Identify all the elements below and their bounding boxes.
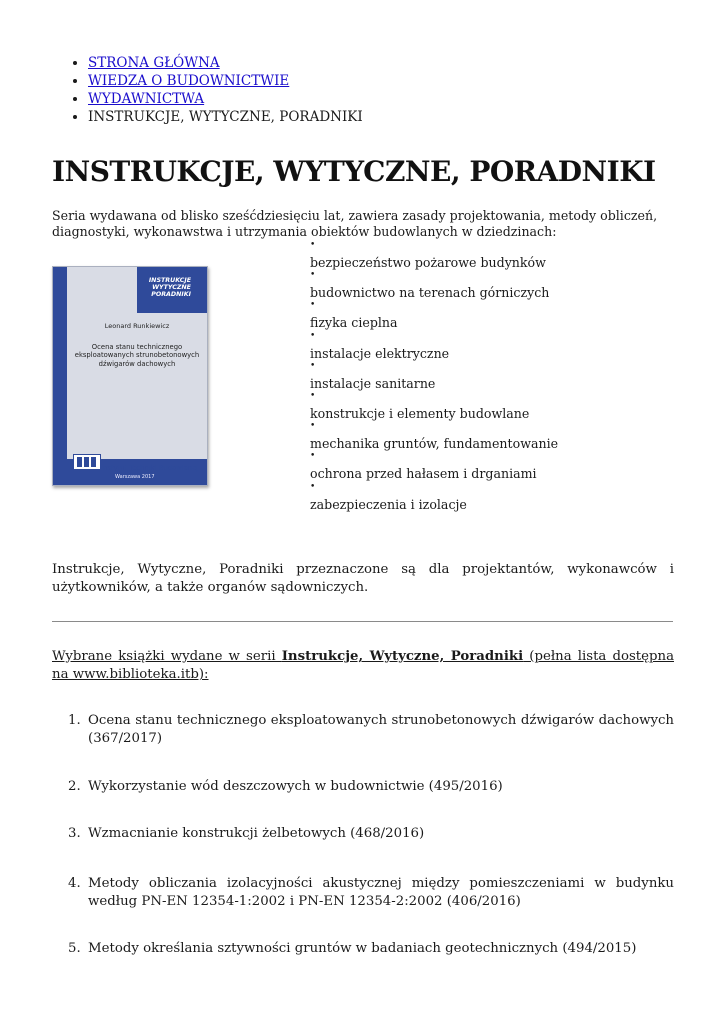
domain-label: instalacje sanitarne bbox=[310, 375, 436, 391]
cover-spine-bar bbox=[53, 267, 67, 485]
item-number: 1. bbox=[68, 713, 81, 728]
list-item bbox=[68, 778, 674, 796]
breadcrumb-link-home[interactable]: STRONA GŁÓWNA bbox=[88, 55, 220, 71]
selected-books-heading bbox=[52, 648, 674, 684]
bullet: • bbox=[310, 240, 316, 250]
intro-text: Seria wydawana od blisko sześćdziesięciu lat, zawiera zasady projektowania, metody obliczeń, diagnostyki, wykonawstwa i utrzymania obiektów budowlanych w dziedzinach: bbox=[52, 208, 658, 239]
item-number: 2. bbox=[68, 779, 81, 794]
list-item bbox=[68, 875, 674, 911]
breadcrumb-item-home bbox=[88, 54, 363, 72]
page-title: INSTRUKCJE, WYTYCZNE, PORADNIKI bbox=[52, 155, 656, 188]
selected-prefix: Wybrane książki wydane w serii bbox=[52, 649, 282, 664]
domain-label: instalacje elektryczne bbox=[310, 345, 450, 361]
bullet: • bbox=[310, 360, 316, 371]
divider bbox=[52, 621, 673, 622]
cover-author: Leonard Runkiewicz bbox=[104, 322, 170, 330]
breadcrumb-item-publications bbox=[88, 90, 363, 108]
bullet: • bbox=[310, 390, 316, 401]
item-number: 5. bbox=[68, 941, 81, 956]
cover-series-line: INSTRUKCJE bbox=[148, 277, 191, 284]
selected-suffix: (pełna lista dostępna na www.biblioteka.itb): bbox=[52, 649, 674, 682]
bullet: • bbox=[310, 451, 316, 462]
domain-label: mechanika gruntów, fundamentowanie bbox=[310, 436, 559, 452]
breadcrumb-item-knowledge bbox=[88, 72, 363, 90]
logo-bar bbox=[77, 457, 82, 467]
bullet: • bbox=[310, 481, 316, 492]
cover-publisher: Instytut Techniki Budowlanej bbox=[101, 464, 199, 472]
domain-label: ochrona przed hałasem i drganiami bbox=[310, 466, 537, 482]
series-name: Instrukcje, Wytyczne, Poradniki bbox=[281, 649, 524, 664]
audience-text: Instrukcje, Wytyczne, Poradniki przeznaczone są dla projektantów, wykonawców i użytkowników, a także organów sądowniczych. bbox=[52, 562, 674, 595]
cover-series-line: WYTYCZNE bbox=[152, 284, 191, 292]
book-title: Wykorzystanie wód deszczowych w budownictwie (495/2016) bbox=[88, 779, 503, 794]
book-title: Metody określania sztywności gruntów w badaniach geotechnicznych (494/2015) bbox=[88, 941, 637, 956]
bullet: • bbox=[310, 330, 316, 341]
bullet: • bbox=[310, 270, 316, 281]
book-title: Wzmacnianie konstrukcji żelbetowych (468/2016) bbox=[88, 826, 425, 841]
cover-title-line: eksploatowanych strunobetonowych bbox=[74, 351, 200, 360]
breadcrumb bbox=[52, 54, 363, 126]
domain-label: konstrukcje i elementy budowlane bbox=[310, 405, 530, 421]
bullet: • bbox=[310, 300, 316, 311]
list-item bbox=[68, 825, 674, 843]
breadcrumb-item-current: • INSTRUKCJE, WYTYCZNE, PORADNIKI bbox=[88, 108, 363, 126]
book-cover-image[interactable] bbox=[52, 266, 208, 486]
cover-series-label bbox=[121, 277, 191, 299]
cover-series-line: PORADNIKI bbox=[151, 291, 191, 299]
domain-label: budownictwo na terenach górniczych bbox=[310, 285, 550, 301]
cover-title-line: dźwigarów dachowych bbox=[98, 359, 176, 368]
book-title: Ocena stanu technicznego eksploatowanych strunobetonowych dźwigarów dachowych (367/2017) bbox=[88, 713, 674, 746]
list-item bbox=[68, 940, 674, 958]
breadcrumb-link-publications[interactable]: WYDAWNICTWA bbox=[88, 91, 205, 107]
logo-bar bbox=[91, 457, 96, 467]
cover-book-title bbox=[67, 343, 207, 368]
domain-label: fizyka cieplna bbox=[310, 315, 398, 331]
itb-logo bbox=[73, 454, 101, 470]
bullet: • bbox=[310, 421, 316, 432]
book-title: Metody obliczania izolacyjności akustycznej między pomieszczeniami w budynku według PN-EN 12354-1:2002 i PN-EN 12354-2:2002 (406/2016) bbox=[88, 876, 674, 909]
cover-title-line: Ocena stanu technicznego bbox=[91, 343, 183, 351]
list-item bbox=[68, 712, 674, 748]
item-number: 4. bbox=[68, 876, 81, 891]
logo-bar bbox=[84, 457, 89, 467]
item-number: 3. bbox=[68, 826, 81, 841]
breadcrumb-link-knowledge[interactable]: WIEDZA O BUDOWNICTWIE bbox=[88, 73, 290, 89]
domain-label: zabezpieczenia i izolacje bbox=[310, 496, 467, 512]
cover-city-year: Warszawa 2017 bbox=[115, 474, 155, 480]
domain-label: bezpieczeństwo pożarowe budynków bbox=[310, 255, 546, 270]
